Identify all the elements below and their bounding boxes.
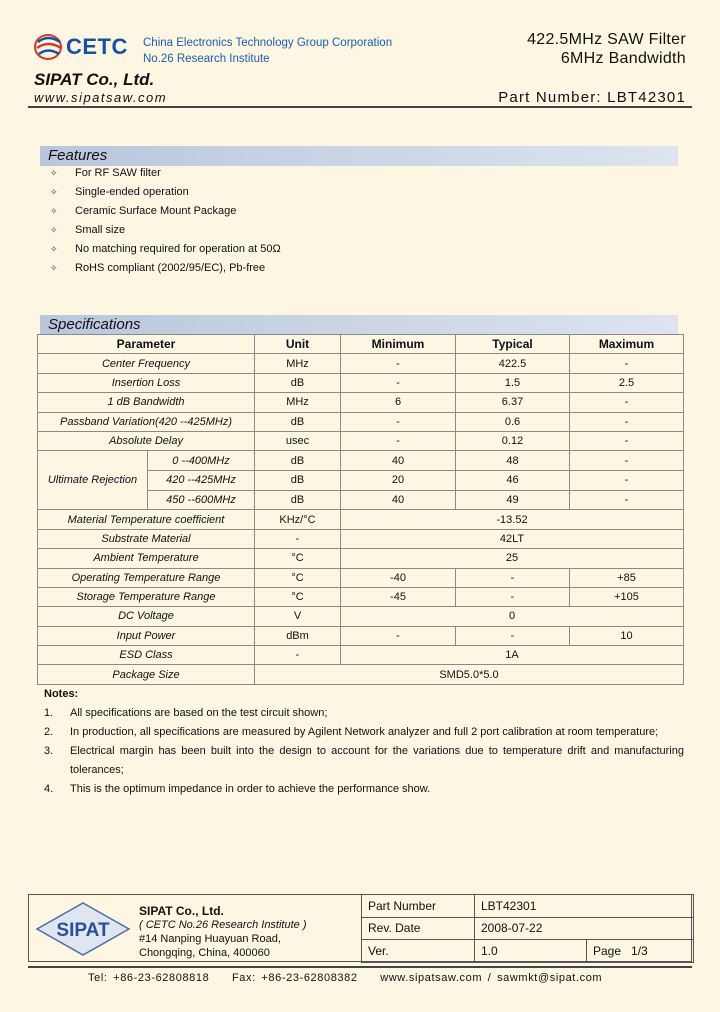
table-row: Absolute Delay usec - 0.12 - xyxy=(38,431,684,450)
table-row: DC Voltage V 0 xyxy=(38,607,684,626)
table-row: Operating Temperature Range °C -40 - +85 xyxy=(38,568,684,587)
corporation-name: China Electronics Technology Group Corporation No.26 Research Institute xyxy=(143,37,393,65)
note-item: 4. This is the optimum impedance in order to achieve the performance show. xyxy=(44,783,431,795)
table-row: Input Power dBm - - 10 xyxy=(38,626,684,645)
note-item: 2. In production, all specifications are measured by Agilent Network analyzer and full 2 port calibration at room temperature; xyxy=(44,726,659,738)
footer-divider xyxy=(28,966,692,968)
feature-item: ✧ No matching required for operation at 50Ω xyxy=(50,240,281,259)
diamond-bullet-icon: ✧ xyxy=(50,263,58,273)
table-row: Package Size SMD5.0*5.0 xyxy=(38,665,684,684)
sipat-logo-text: SIPAT xyxy=(56,920,110,941)
specifications-table xyxy=(37,334,684,685)
feature-item: ✧ Single-ended operation xyxy=(50,183,281,202)
feature-item: ✧ For RF SAW filter xyxy=(50,164,281,183)
table-row: Storage Temperature Range °C -45 - +105 xyxy=(38,587,684,606)
table-row: 1 dB Bandwidth MHz 6 6.37 - xyxy=(38,393,684,412)
features-heading: Features xyxy=(40,146,678,166)
feature-item: ✧ RoHS compliant (2002/95/EC), Pb-free xyxy=(50,259,281,278)
features-list xyxy=(50,164,281,278)
website-link[interactable]: www.sipatsaw.com xyxy=(34,90,168,105)
table-header-row: Parameter Unit Minimum Typical Maximum xyxy=(38,335,684,354)
diamond-bullet-icon: ✧ xyxy=(50,168,58,178)
diamond-bullet-icon: ✧ xyxy=(50,244,58,254)
notes-heading: Notes: xyxy=(44,688,79,700)
table-row: Insertion Loss dB - 1.5 2.5 xyxy=(38,373,684,392)
ultimate-rejection-label: Ultimate Rejection xyxy=(38,451,148,509)
table-row: ESD Class - 1A xyxy=(38,646,684,665)
header-divider xyxy=(28,106,692,108)
feature-item: ✧ Small size xyxy=(50,221,281,240)
revision-table: Part Number LBT42301 Rev. Date 2008-07-22 Ver. 1.0 Page 1/3 xyxy=(361,894,694,963)
table-row: Ultimate Rejection 0 --400MHz 420 --425MHz 450 --600MHz dB 40 48 - xyxy=(38,451,684,471)
table-row: Substrate Material - 42LT xyxy=(38,529,684,548)
company-name: SIPAT Co., Ltd. xyxy=(34,70,155,89)
table-row: Ambient Temperature °C 25 xyxy=(38,549,684,568)
diamond-bullet-icon: ✧ xyxy=(50,225,58,235)
document-title: 422.5MHz SAW Filter 6MHz Bandwidth xyxy=(527,31,686,67)
note-item: 3. Electrical margin has been built into the design to account for the variations due to temperature drift and manufacturing tolerances; xyxy=(44,745,684,776)
table-row: Material Temperature coefficient KHz/°C -13.52 xyxy=(38,510,684,529)
diamond-bullet-icon: ✧ xyxy=(50,206,58,216)
document-footer xyxy=(28,894,692,962)
notes-section xyxy=(44,685,684,799)
note-item: 1. All specifications are based on the test circuit shown; xyxy=(44,707,328,719)
table-row: Passband Variation(420 --425MHz) dB - 0.6 - xyxy=(38,412,684,431)
contact-info: Tel: +86-23-62808818 Fax: +86-23-62808382 www.sipatsaw.com / sawmkt@sipat.com xyxy=(88,972,603,984)
diamond-bullet-icon: ✧ xyxy=(50,187,58,197)
specifications-heading: Specifications xyxy=(40,315,678,335)
table-row: dB 20 46 - xyxy=(38,471,684,491)
feature-item: ✧ Ceramic Surface Mount Package xyxy=(50,202,281,221)
part-number: Part Number: LBT42301 xyxy=(498,89,686,106)
table-row: dB 40 49 - xyxy=(38,490,684,510)
footer-company: SIPAT Co., Ltd. ( CETC No.26 Research Institute ) #14 Nanping Huayuan Road, Chongqing, China, 400060 xyxy=(139,904,307,959)
document-header xyxy=(0,0,720,112)
table-row: Center Frequency MHz - 422.5 - xyxy=(38,354,684,373)
sipat-logo xyxy=(35,901,131,957)
cetc-logo-text: CETC xyxy=(66,34,128,59)
